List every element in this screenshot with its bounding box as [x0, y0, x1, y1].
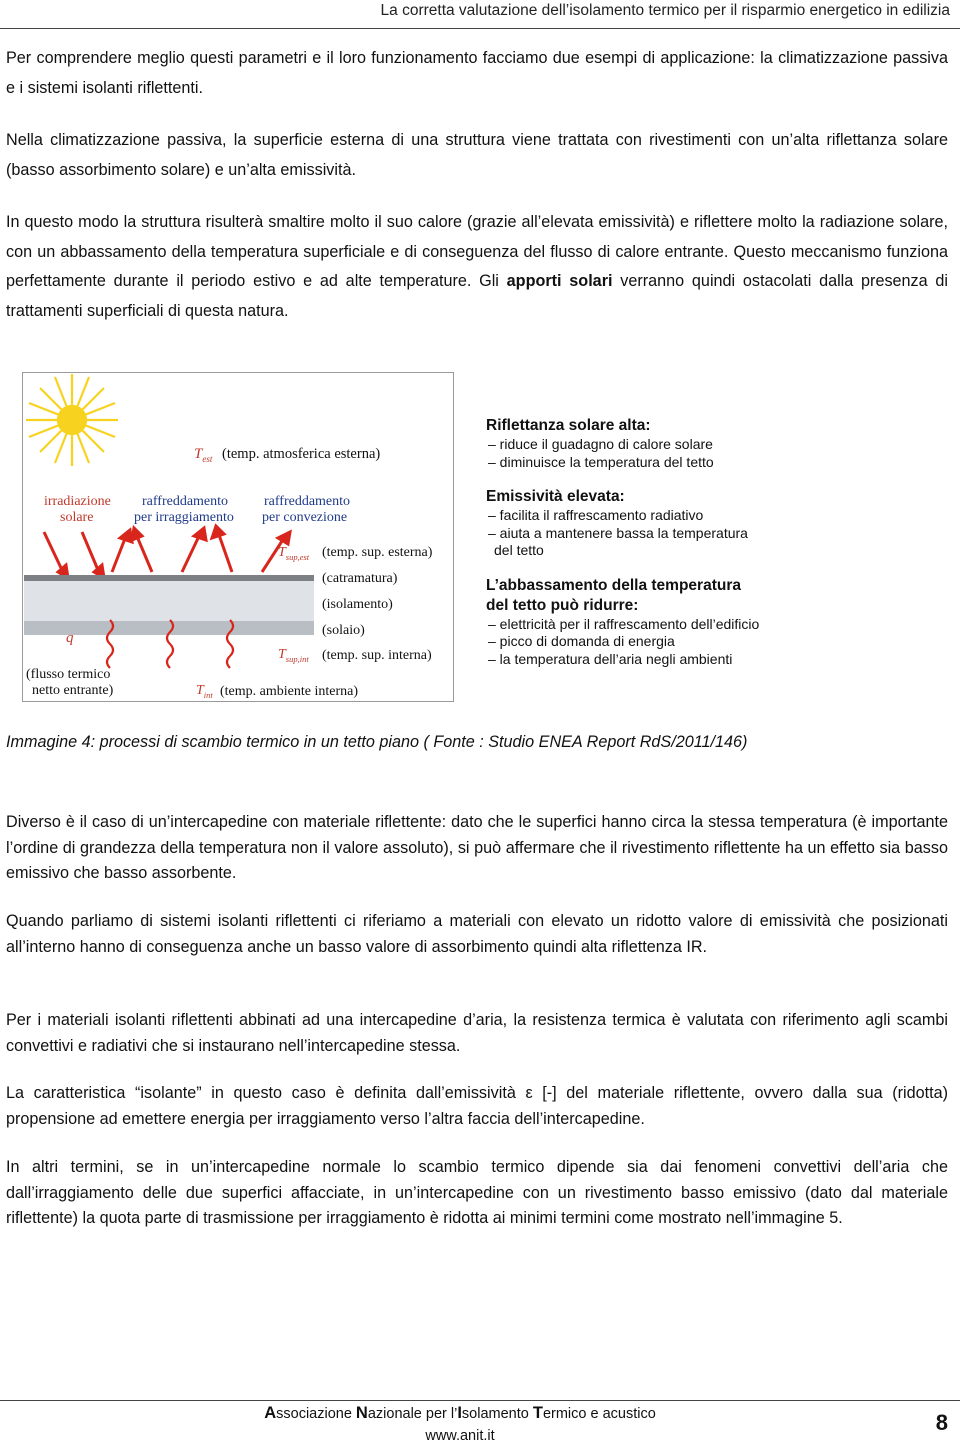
- t-int-symbol: $T_{int}$: [196, 683, 213, 700]
- header-divider: [0, 28, 960, 29]
- t-sup-est-symbol: $T_{sup,est}$: [278, 545, 310, 562]
- int-ambient-temp-label: (temp. ambiente interna): [220, 684, 358, 699]
- convective-cooling-label-1: raffreddamento: [264, 494, 351, 509]
- paragraph-passive-cooling: Nella climatizzazione passiva, la superficie esterna di una struttura viene trattata con rivestimenti con un’alta riflettanza solare (basso assorbimento solare) e un’alta emissività.: [6, 131, 948, 179]
- convective-cooling-label-2: per convezione: [262, 510, 348, 525]
- notes-item: – diminuisce la temperatura del tetto: [488, 453, 714, 470]
- isolamento-label: (isolamento): [322, 597, 393, 612]
- roofing-layer: [24, 575, 314, 581]
- solar-irradiation-label-2: solare: [60, 510, 94, 525]
- atmospheric-temp-label: (temp. atmosferica esterna): [222, 446, 381, 462]
- notes-item: – facilita il raffrescamento radiativo: [488, 507, 704, 523]
- notes-item: – riduce il guadagno di calore solare: [488, 436, 713, 452]
- paragraph-mechanism-text-b: verranno quindi ostacolati dalla presenza di trattamenti superficiali di questa natura.: [6, 272, 949, 320]
- notes-group-reduction: [486, 576, 846, 669]
- q-symbol: q: [66, 630, 74, 646]
- running-header: La corretta valutazione dell’isolamento termico per il risparmio energetico in edilizia: [380, 2, 950, 19]
- roof-heat-exchange-diagram: [22, 372, 454, 702]
- radiative-cooling-label-2: per irraggiamento: [134, 510, 234, 525]
- notes-heading-reflectance: Riflettanza solare alta:: [486, 417, 651, 434]
- net-heat-flux-label-1: (flusso termico: [26, 667, 111, 682]
- page-number: 8: [935, 1410, 948, 1435]
- net-heat-flux-label-2: netto entrante): [32, 683, 114, 698]
- paragraph-mechanism-text-a: In questo modo la struttura risulterà smaltire molto il suo calore (grazie all’elevata emissività) e riflettere molto la radiazione solare, con un abbassamento della temperatura superficiale e di conseguenza del flusso di calore entrante. Questo meccanismo funziona perfettamente durante il periodo estivo e ad alte temperature. Gli: [6, 213, 948, 290]
- figure-notes: [486, 416, 846, 684]
- solar-irradiation-label-1: irradiazione: [44, 494, 111, 509]
- paragraph-emissivity: La caratteristica “isolante” in questo caso è definita dall’emissività ε [-] del materiale riflettente, ovvero dalla sua (ridotta) propensione ad emettere energia per irraggiamento verso l’altra faccia dell’intercapedine.: [6, 1084, 948, 1128]
- notes-item: – la temperatura dell’aria negli ambienti: [488, 650, 733, 667]
- t-est-symbol: $T_{est}$: [194, 446, 213, 464]
- footer-association: Associazione Nazionale per l’Isolamento Termico e acustico: [264, 1404, 656, 1422]
- paragraph-reflective-cavity: Diverso è il caso di un’intercapedine con materiale riflettente: dato che le superfici hanno circa la stessa temperatura (è importante l’ordine di grandezza della temperatura non il valore assoluto), si può affermare che il rivestimento riflettente ha un effetto sia basso emissivo che basso assorbente.: [6, 813, 948, 882]
- notes-group-emissivity: [486, 487, 846, 560]
- notes-group-reflectance: [486, 416, 846, 471]
- bold-term-apporti-solari: apporti solari: [506, 272, 613, 290]
- notes-heading-emissivity: Emissività elevata:: [486, 488, 625, 505]
- notes-heading-reduction-2: del tetto può ridurre:: [486, 596, 639, 614]
- catramatura-label: (catramatura): [322, 571, 398, 586]
- paragraph-other-terms: In altri termini, se in un’intercapedine normale lo scambio termico dipende sia dai fenomeni convettivi dell’aria che dall’irraggiamento delle due superfici affacciate, in un’intercapedine con un rivestimento basso emissivo (dato dal materiale riflettente) la quota parte di trasmissione per irraggiamento è ridotta ai minimi termini come mostrato nell’immagine 5.: [6, 1158, 948, 1227]
- paragraph-intro: Per comprendere meglio questi parametri e il loro funzionamento facciamo due esempi di applicazione: la climatizzazione passiva e i sistemi isolanti riflettenti.: [6, 49, 948, 97]
- solaio-label: (solaio): [322, 623, 365, 638]
- radiative-cooling-label-1: raffreddamento: [142, 494, 229, 509]
- footer-divider: [0, 1400, 960, 1401]
- notes-item: – picco di domanda di energia: [488, 633, 675, 649]
- t-sup-int-symbol: $T_{sup,int}$: [278, 647, 309, 664]
- paragraph-reflective-systems: Quando parliamo di sistemi isolanti riflettenti ci riferiamo a materiali con elevato un ridotto valore di emissività che posizionati all’interno hanno di conseguenza anche un basso valore di assorbimento quindi alta riflettenza IR.: [6, 912, 948, 956]
- paragraph-mechanism: [6, 208, 948, 326]
- notes-heading-reduction: L’abbassamento della temperatura: [486, 576, 741, 594]
- notes-item: – aiuta a mantenere bassa la temperatura: [488, 524, 748, 541]
- int-surface-temp-label: (temp. sup. interna): [322, 648, 432, 663]
- notes-item: – elettricità per il raffrescamento dell’edificio: [488, 615, 760, 632]
- paragraph-thermal-resistance: Per i materiali isolanti riflettenti abbinati ad una intercapedine d’aria, la resistenza termica è valutata con riferimento agli scambi convettivi e radiativi che si instaurano nell’intercapedine stessa.: [6, 1011, 948, 1055]
- footer-url: www.anit.it: [425, 1428, 495, 1444]
- ext-surface-temp-label: (temp. sup. esterna): [322, 545, 433, 560]
- figure-caption: Immagine 4: processi di scambio termico in un tetto piano ( Fonte : Studio ENEA Report RdS/2011/146): [6, 733, 748, 751]
- notes-item: del tetto: [494, 542, 544, 558]
- insulation-layer: [24, 581, 314, 621]
